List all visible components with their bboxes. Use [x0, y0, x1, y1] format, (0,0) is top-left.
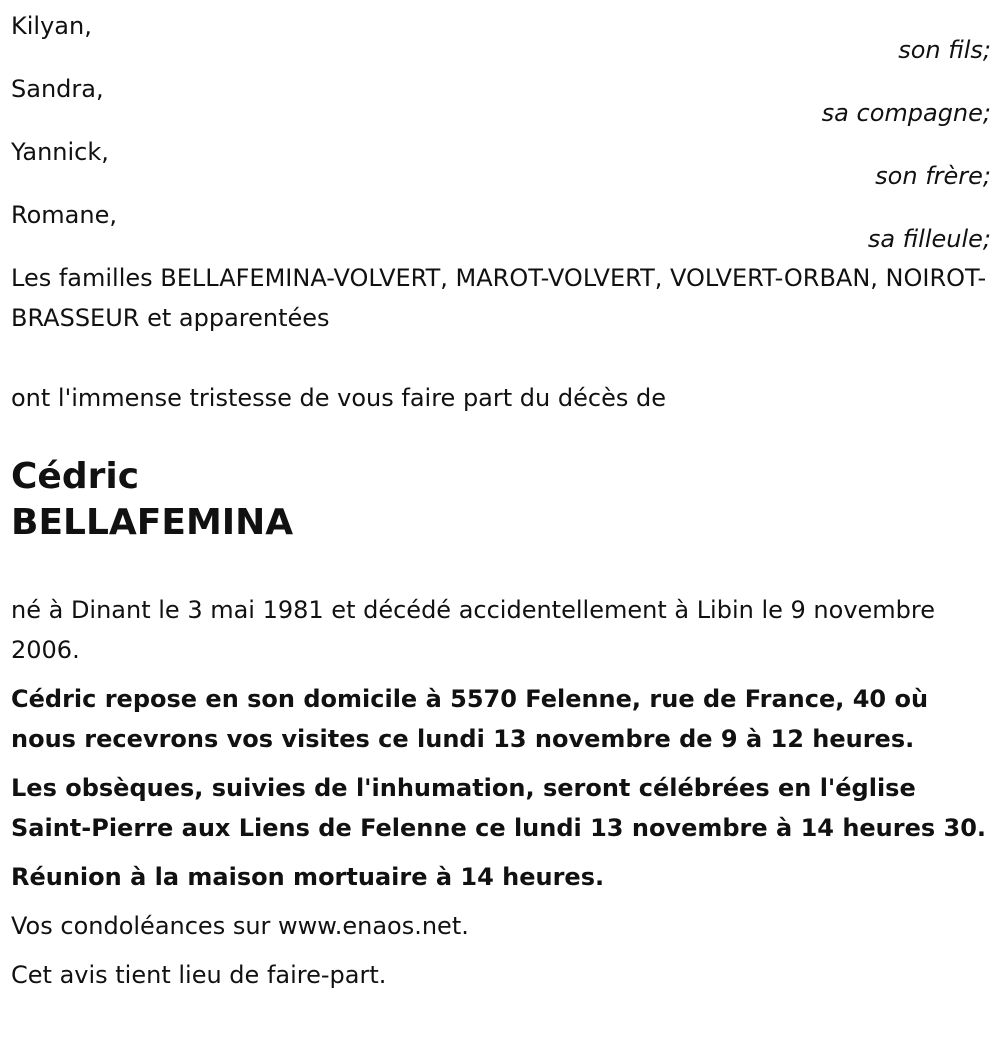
relative-name: Kilyan, — [11, 12, 92, 40]
relative-role: son fils; — [898, 36, 991, 64]
families-paragraph: Les familles BELLAFEMINA-VOLVERT, MAROT-VOLVERT, VOLVERT-ORBAN, NOIROT-BRASSEUR et apparentées — [11, 264, 987, 332]
notice-text: Cet avis tient lieu de faire-part. — [11, 961, 387, 989]
relative-role: sa filleule; — [867, 225, 991, 253]
obituary-notice — [11, 6, 991, 995]
relative-entry — [11, 6, 991, 69]
relative-role: sa compagne; — [821, 99, 991, 127]
relative-name: Yannick, — [11, 138, 109, 166]
relative-entry — [11, 132, 991, 195]
birth-death-text: né à Dinant le 3 mai 1981 et décédé accidentellement à Libin le 9 novembre 2006. — [11, 596, 936, 664]
funeral-text: Les obsèques, suivies de l'inhumation, seront célébrées en l'église Saint-Pierre aux Liens de Felenne ce lundi 13 novembre à 14 heures 30. — [11, 774, 987, 842]
visitation-text: Cédric repose en son domicile à 5570 Felenne, rue de France, 40 où nous recevrons vos visites ce lundi 13 novembre de 9 à 12 heures. — [11, 685, 929, 753]
deceased-first-name: Cédric — [11, 456, 140, 497]
relative-entry — [11, 69, 991, 132]
condolences-text: Vos condoléances sur www.enaos.net. — [11, 912, 469, 940]
relative-entry — [11, 195, 991, 258]
deceased-last-name: BELLAFEMINA — [11, 502, 294, 543]
relative-name: Romane, — [11, 201, 117, 229]
gathering-text: Réunion à la maison mortuaire à 14 heures. — [11, 863, 605, 891]
relative-role: son frère; — [875, 162, 991, 190]
relative-name: Sandra, — [11, 75, 104, 103]
deceased-name — [11, 454, 991, 546]
announcement-text: ont l'immense tristesse de vous faire part du décès de — [11, 384, 666, 412]
